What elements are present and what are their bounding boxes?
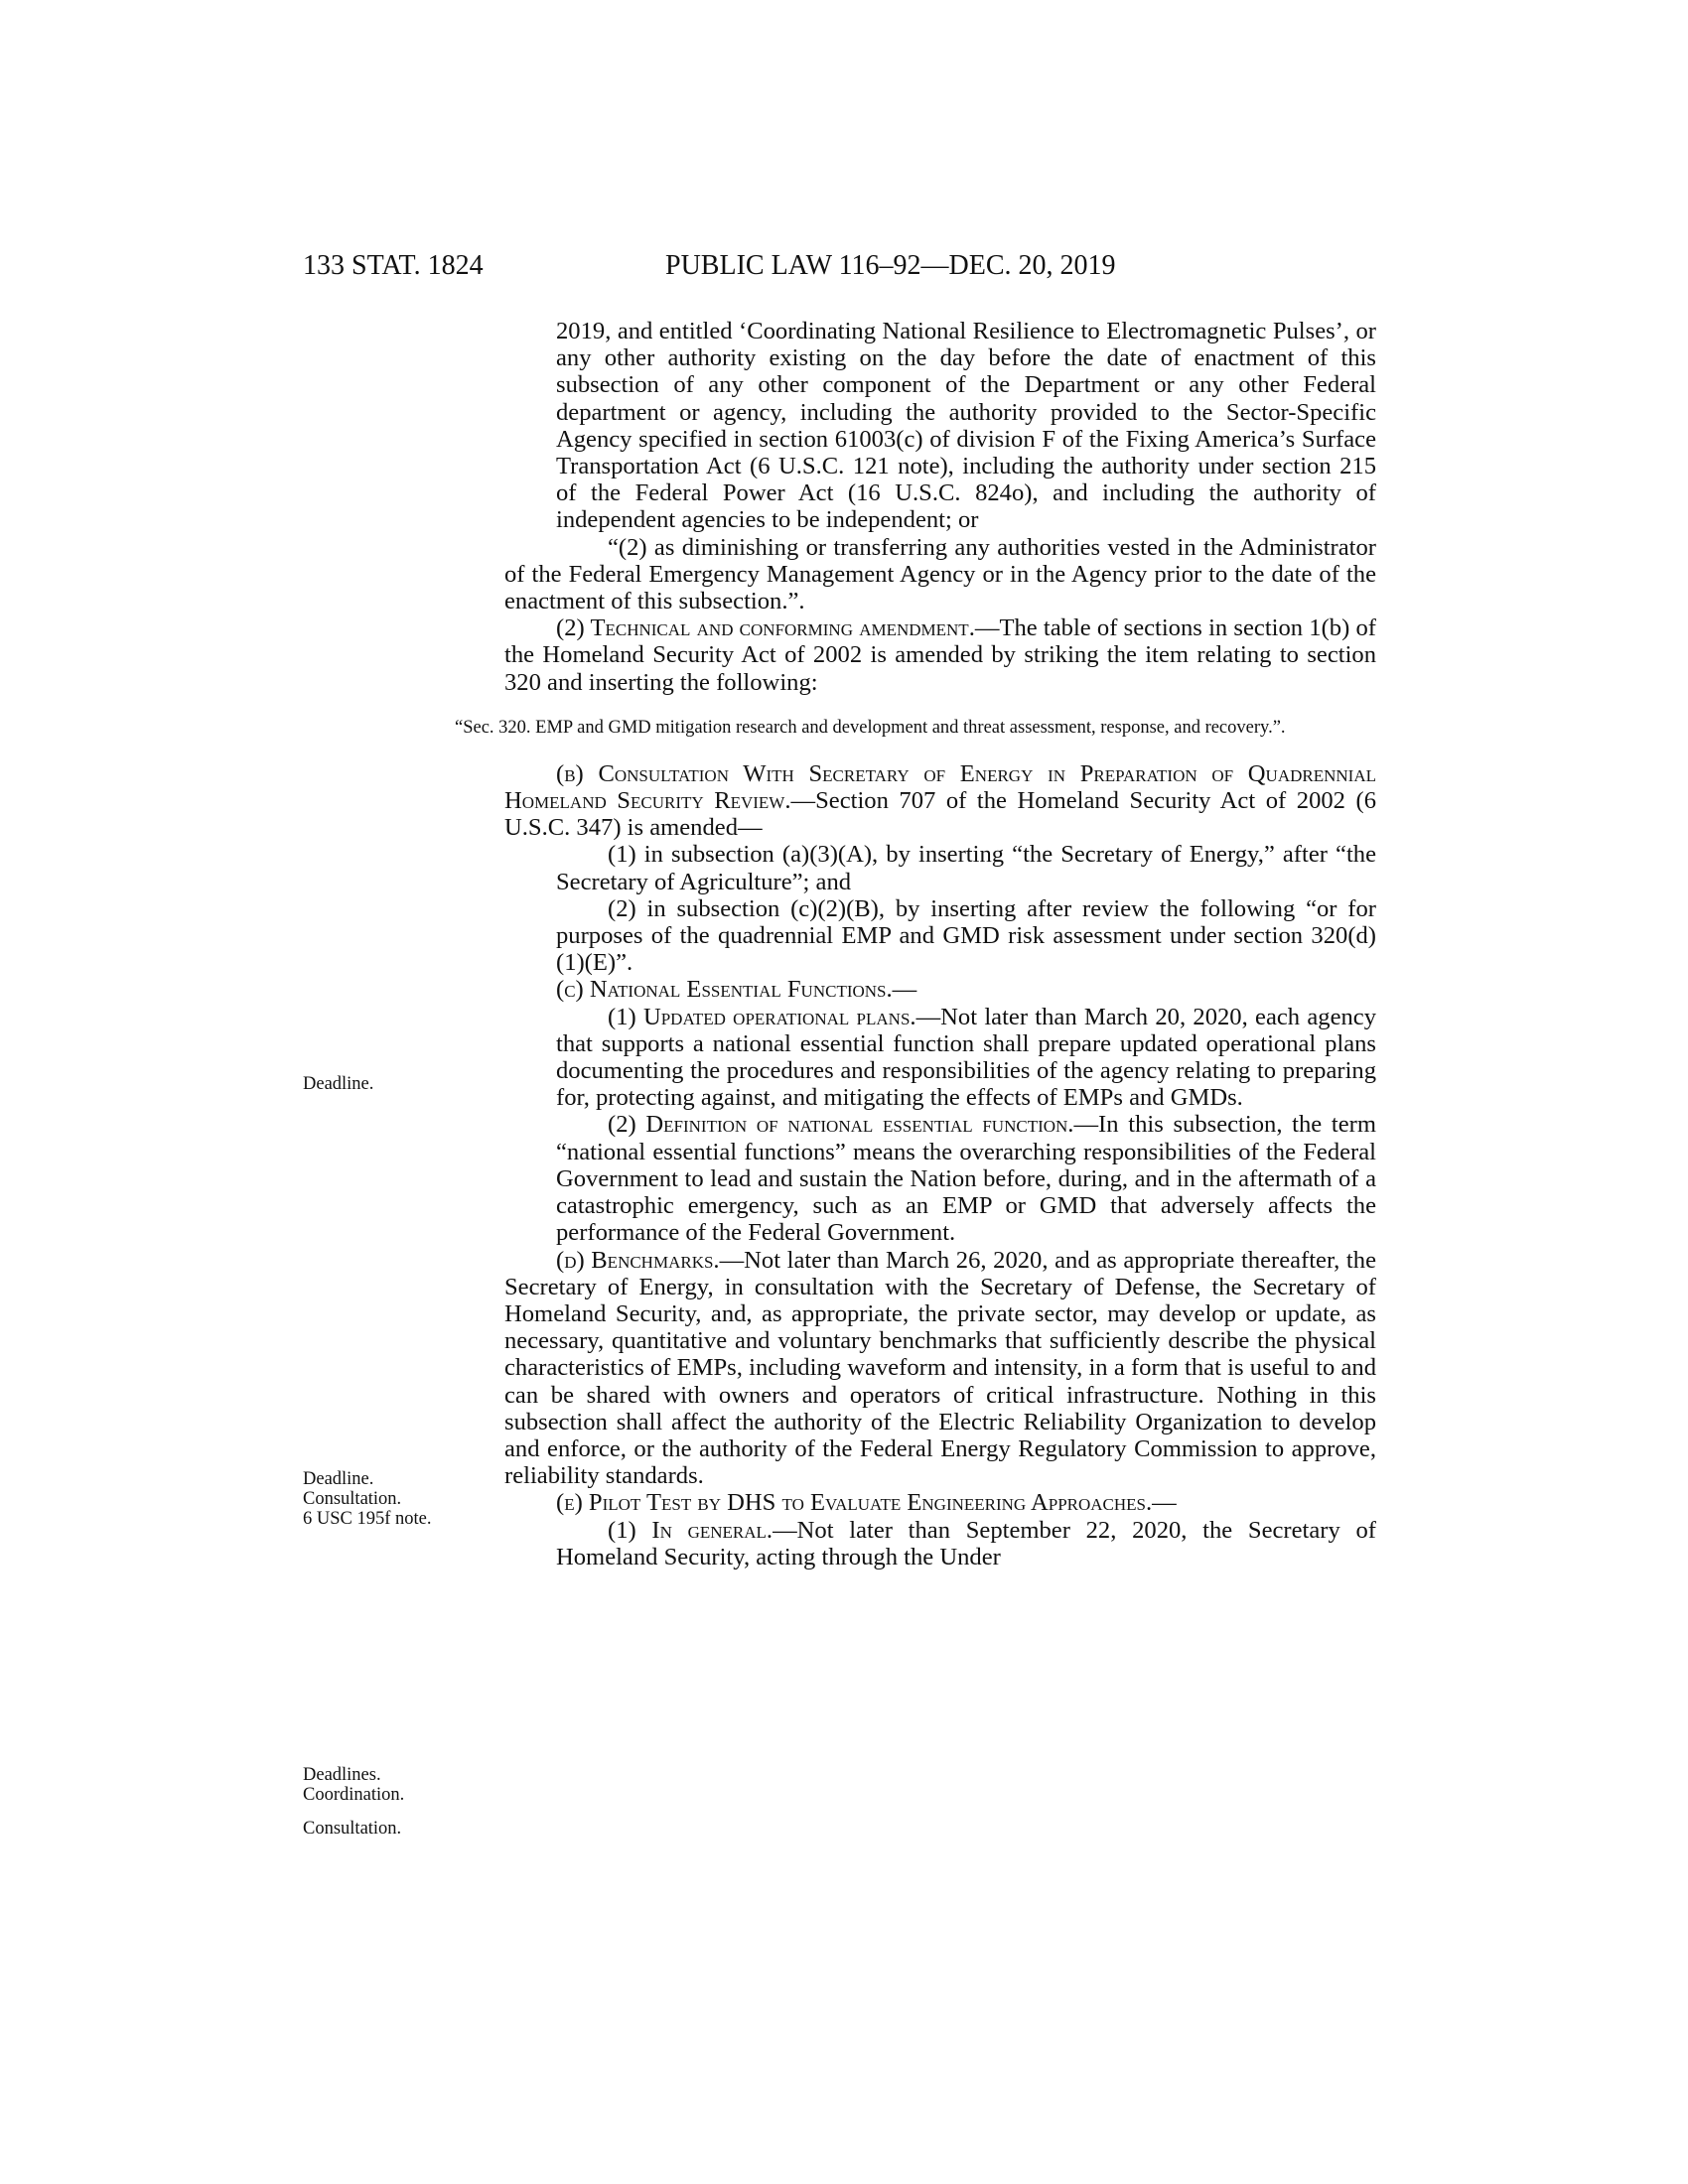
section-heading: (1) In general.	[608, 1516, 774, 1544]
section-heading: (e) Pilot Test by DHS to Evaluate Engineering Approaches.—	[556, 1489, 1177, 1517]
section-heading: (1) Updated operational plans.	[608, 1003, 916, 1030]
section-heading: (2) Technical and conforming amendment.	[556, 614, 975, 642]
subsection-c-2	[504, 1111, 1376, 1246]
subsection-d	[504, 1247, 1376, 1490]
margin-note-line: Deadline.	[303, 1074, 374, 1094]
section-text: —Section 707 of the Homeland Security Act of 2002 (6 U.S.C. 347) is amended—	[504, 787, 1376, 842]
paragraph-quoted-2: “(2) as diminishing or transferring any authorities vested in the Administrator of the Federal Emergency Management Agency or in the Agency prior to the date of the enactment of this subsection.”.	[504, 533, 1376, 615]
margin-note-line: Consultation.	[303, 1489, 402, 1509]
paragraph-continuation: 2019, and entitled ‘Coordinating National Resilience to Electromagnetic Pulses’, or any other authority existing on the day before the date of enactment of this subsection of any other component of the Department or any other Federal department or agency, including the authority provided to the Sector-Specific Agency specified in section 61003(c) of division F of the Fixing America’s Surface Transportation Act (6 U.S.C. 121 note), including the authority under section 215 of the Federal Power Act (16 U.S.C. 824o), and including the authority of independent agencies to be independent; or	[556, 318, 1376, 534]
section-heading: (2) Definition of national essential function.	[608, 1111, 1074, 1139]
section-heading: (c) National Essential Functions.—	[556, 976, 917, 1004]
margin-note-line: Coordination.	[303, 1785, 405, 1805]
section-text: —The table of sections in section 1(b) of the Homeland Security Act of 2002 is amended by striking the item relating to section 320 and inserting the following:	[504, 614, 1376, 696]
margin-note-line: Deadline.	[303, 1469, 374, 1489]
section-text: —Not later than March 20, 2020, each agency that supports a national essential function shall prepare updated operational plans documenting the procedures and responsibilities of the agency relating to preparing for, protecting against, and mitigating the effects of EMPs and GMDs.	[556, 1003, 1376, 1112]
margin-note-consultation	[303, 1819, 482, 1839]
section-text: —In this subsection, the term “national essential functions” means the overarching responsibilities of the Federal Government to lead and sustain the Nation before, during, and in the aftermath of a catastrophic emergency, such as an EMP or GMD that adversely affects the performance of the Federal Government.	[556, 1111, 1376, 1247]
section-heading: (b) Consultation With Secretary of Energy in Preparation of Quadrennial Homeland Security Review.	[504, 759, 1376, 815]
subsection-c-1	[504, 1004, 1376, 1112]
running-header	[303, 250, 1375, 290]
subsection-c	[504, 976, 1376, 1003]
margin-note-line: 6 USC 195f note.	[303, 1509, 432, 1529]
margin-note-line: Consultation.	[303, 1819, 402, 1839]
subsection-b-1: (1) in subsection (a)(3)(A), by inserting “the Secretary of Energy,” after “the Secretary of Agriculture”; and	[556, 841, 1376, 895]
margin-note-line: Deadlines.	[303, 1765, 381, 1785]
page-number: 133 STAT. 1824	[303, 250, 484, 281]
margin-note-deadline-2	[303, 1469, 482, 1529]
margin-note-deadline-1	[303, 1074, 482, 1094]
subsection-e-1	[504, 1517, 1376, 1570]
paragraph-technical-amendment	[504, 614, 1376, 696]
margin-note-deadlines	[303, 1765, 482, 1805]
table-of-sections-item: “Sec. 320. EMP and GMD mitigation research and development and threat assessment, response, and recovery.”.	[455, 717, 1286, 738]
section-text: —Not later than March 26, 2020, and as appropriate thereafter, the Secretary of Energy, in consultation with the Secretary of Defense, the Secretary of Homeland Security, and, as appropriate, the private sector, may develop or update, as necessary, quantitative and voluntary benchmarks that sufficiently describe the physical characteristics of EMPs, including waveform and intensity, in a form that is useful to and can be shared with owners and operators of critical infrastructure. Nothing in this subsection shall affect the authority of the Electric Reliability Organization to develop and enforce, or the authority of the Federal Energy Regulatory Commission to approve, reliability standards.	[504, 1246, 1376, 1490]
statute-text	[455, 318, 1376, 1570]
section-text: —Not later than September 22, 2020, the Secretary of Homeland Security, acting through the Under	[556, 1516, 1376, 1570]
running-title: PUBLIC LAW 116–92—DEC. 20, 2019	[665, 250, 1116, 281]
subsection-e	[504, 1489, 1376, 1516]
subsection-b	[504, 760, 1376, 842]
section-heading: (d) Benchmarks.	[556, 1246, 720, 1274]
subsection-b-2: (2) in subsection (c)(2)(B), by inserting after review the following “or for purposes of the quadrennial EMP and GMD risk assessment under section 320(d)(1)(E)”.	[556, 894, 1376, 977]
